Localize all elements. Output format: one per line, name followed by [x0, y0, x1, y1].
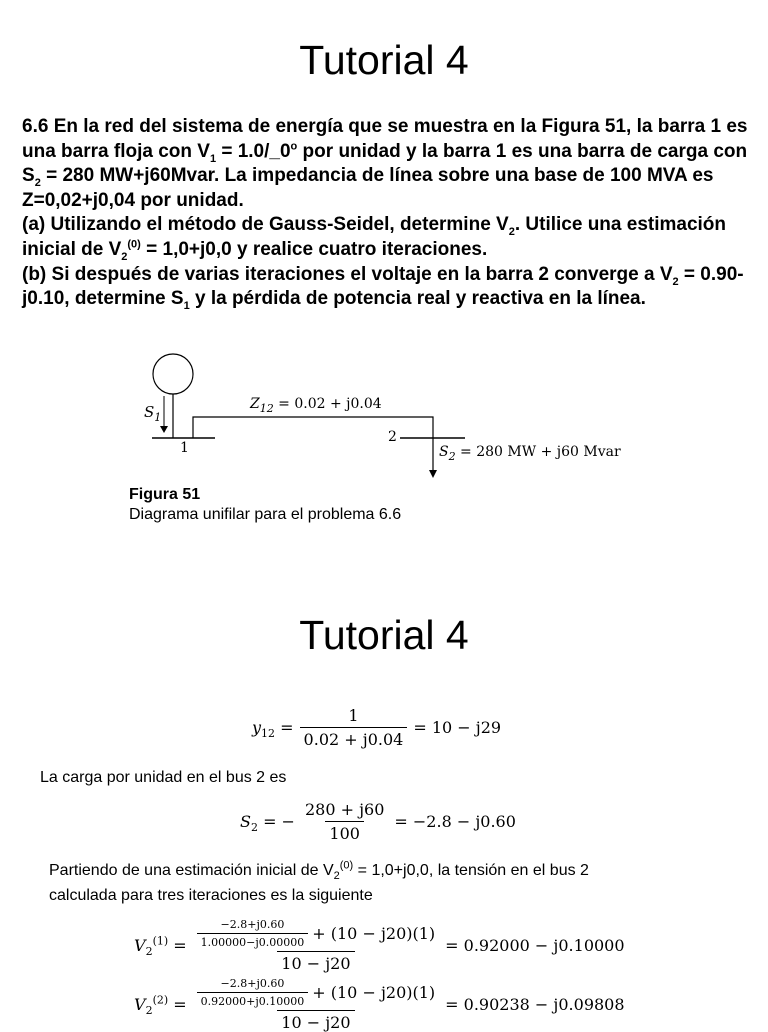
slide1-title: Tutorial 4: [299, 37, 469, 83]
problem-paragraph-1: 6.6 En la red del sistema de energía que se muestra en la Figura 51, la barra 1 es una barra floja con $V_1$ = $1.0/\_0^o$ por unidad y la barra 1 es una barra de carga con $S_2 = 280$ MW+j60Mvar. La impedancia de línea sobre una base de 100 MVA es Z=0,02+j0,04 por unidad.: [22, 116, 748, 211]
s2-label: $S_2 = 280$ MW + j60 Mvar: [439, 444, 621, 463]
transmission-line: [193, 417, 433, 470]
y12-equation: $y_{12}$ = $\frac{1}{0.02 + j0.04}$ = 10 − j29: [252, 706, 502, 749]
slide2-title: Tutorial 4: [299, 612, 469, 658]
s2-arrow-head: [429, 470, 437, 478]
one-line-diagram: [130, 350, 630, 485]
impedance-label: $Z_{12} = 0.02 + j0.04$: [250, 396, 382, 415]
iteration-intro: Partiendo de una estimación inicial de $V_2^{(0)} = 1,0+j0,0$, la tensión en el bus 2 calculada para tres iteraciones es la siguiente: [49, 859, 589, 904]
figure-caption-text: Diagrama unifilar para el problema 6.6: [129, 506, 402, 523]
problem-paragraph-b: (b) Si después de varias iteraciones el voltaje en la barra 2 converge a $V_2 = 0.90-j0.10$, determine $S_1$ y la pérdida de potencia real y reactiva en la línea.: [22, 263, 744, 312]
s1-arrow-head: [160, 426, 168, 433]
bus-1-label: 1: [180, 440, 189, 456]
generator-icon: [153, 354, 193, 394]
problem-statement: [22, 115, 757, 312]
problem-paragraph-a: (a) Utilizando el método de Gauss-Seidel, determine $V_2$. Utilice una estimación inicial de $V_2^{(0)} = 1,0+j0,0$ y realice cuatro iteraciones.: [22, 214, 727, 263]
iteration-1-equation: $V_2^{(1)}$ = $\frac{-2.8+j0.60}{1.00000-j0.00000}$ + (10 − j20)(1) 10 − j20 = 0.92000 − j0.10000: [134, 918, 625, 973]
iteration-2-equation: $V_2^{(2)}$ = $\frac{-2.8+j0.60}{0.92000+j0.10000}$ + (10 − j20)(1) 10 − j20 = 0.90238 − j0.09808: [134, 977, 625, 1032]
load-text: La carga por unidad en el bus 2 es: [40, 769, 287, 786]
figure-caption-title: Figura 51: [129, 486, 201, 503]
s2-equation: $S_2$ = − $\frac{280 + j60}{100}$ = −2.8 − j0.60: [240, 800, 516, 843]
s1-label: $S_1$: [144, 403, 162, 424]
bus-2-label: 2: [388, 429, 397, 445]
